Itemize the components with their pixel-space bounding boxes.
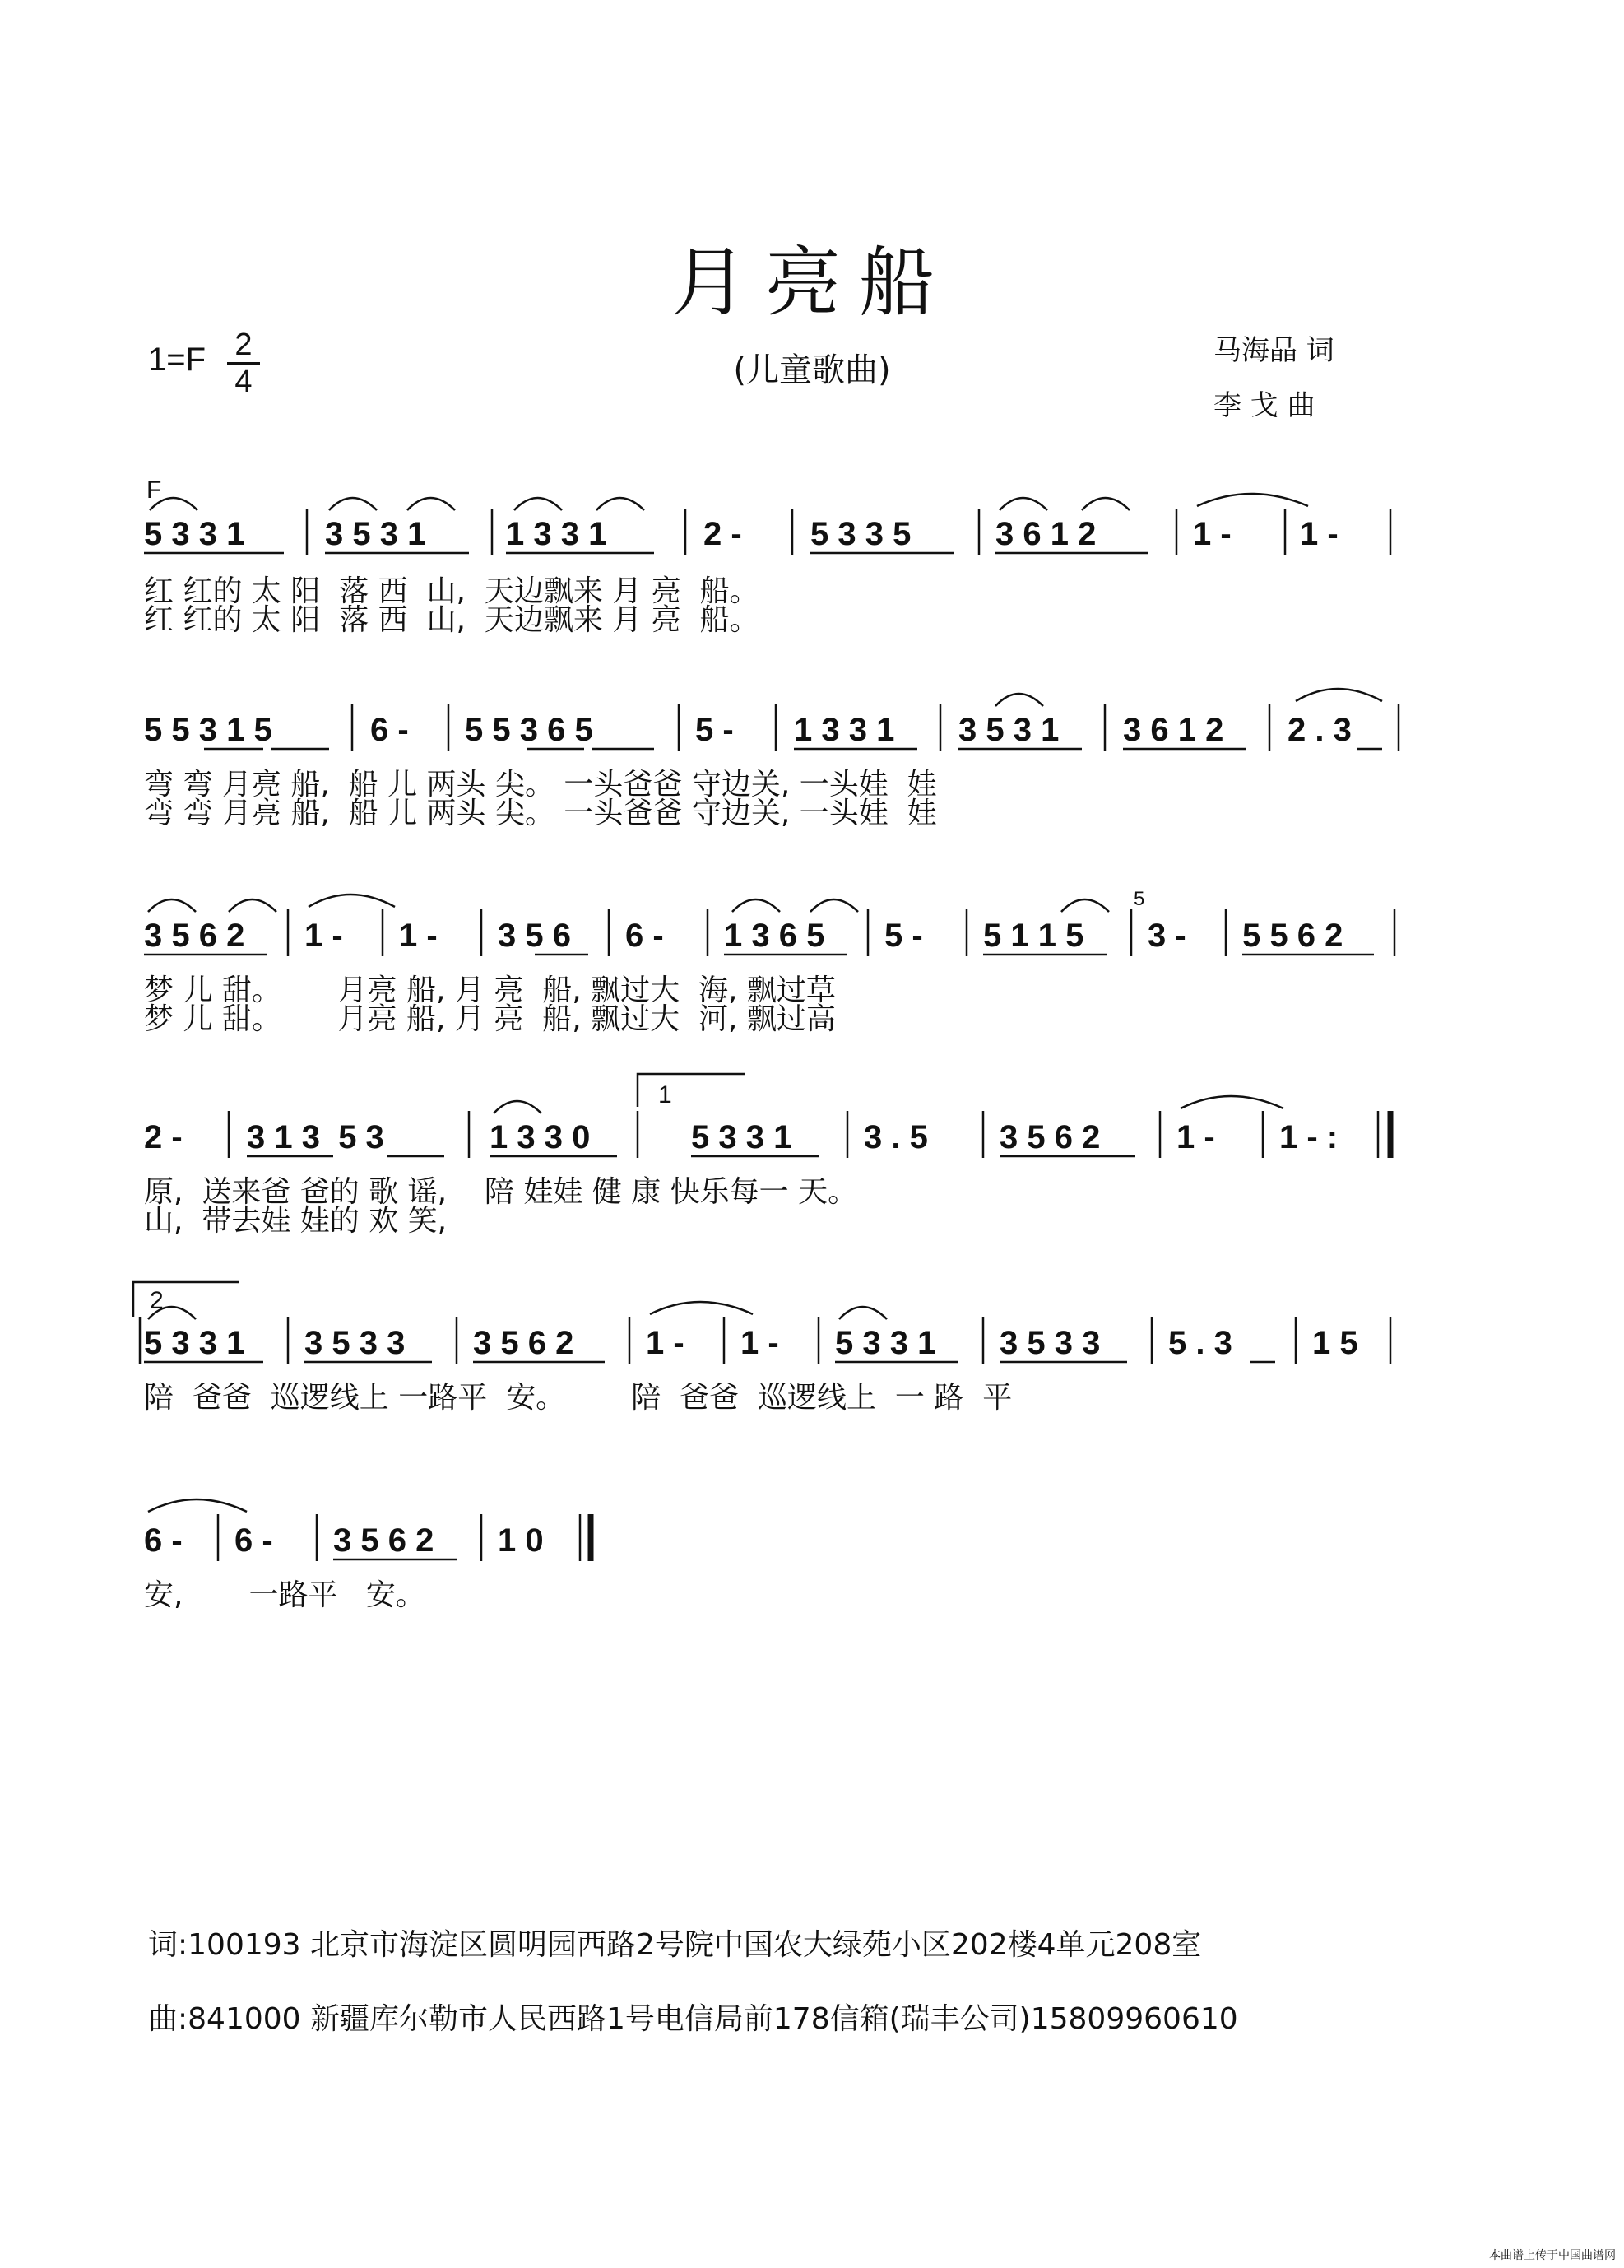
lyric-line-1: 梦 儿 甜。 月亮 船, 月 亮 船, 飘过大 海, 飘过草 (144, 974, 836, 1007)
measure-2: 6 - (234, 1522, 273, 1559)
lyric-line-2: 红 红的 太 阳 落 西 山, 天边飘来 月 亮 船。 (144, 603, 759, 637)
measure-1: 6 - (144, 1522, 183, 1559)
chord-symbol: F (146, 476, 162, 504)
measure-3: 1 3 3 1 (506, 516, 607, 552)
measure-3: 1 - (399, 918, 438, 954)
measure-1: 5 3 3 1 (144, 1325, 245, 1361)
lyric-line-1: 安, 一路平 安。 (144, 1578, 425, 1612)
measure-10: 5 5 6 2 (1242, 918, 1343, 954)
measure-7: 3 5 3 3 (1000, 1325, 1101, 1361)
slurs (494, 1096, 1283, 1113)
measure-6: 3 5 3 1 (958, 712, 1060, 748)
slurs (148, 1302, 887, 1319)
measure-notes (144, 918, 1343, 954)
measure-notes (144, 516, 1339, 552)
lyric-line-2: 弯 弯 月亮 船, 船 儿 两头 尖。 一头爸爸 守边关, 一头娃 娃 (144, 797, 937, 830)
composer-address: 曲:841000 新疆库尔勒市人民西路1号电信局前178信箱(瑞丰公司)15809960610 (148, 2002, 1238, 2036)
volta-1-label: 1 (658, 1081, 672, 1108)
measure-3: 1 3 3 0 (490, 1119, 591, 1155)
slurs (995, 689, 1382, 706)
measure-2: 3 5 3 3 (304, 1325, 406, 1361)
measure-2: 6 - (370, 712, 409, 748)
measure-2: 1 - (304, 918, 343, 954)
measure-9: 3 - (1148, 918, 1186, 954)
measure-1: 5 5 3 1 5 (144, 712, 272, 748)
measure-4: 1 - (646, 1325, 684, 1361)
lyric-line-1: 陪 爸爸 巡逻线上 一路平 安。 陪 爸爸 巡逻线上 一 路 平 (144, 1381, 1013, 1415)
measure-1: 2 - (144, 1119, 183, 1155)
slurs (148, 1499, 247, 1512)
meter-top: 2 (234, 328, 253, 362)
measure-8: 5 1 1 5 (983, 918, 1084, 954)
meter-bottom: 4 (234, 365, 253, 399)
measure-7: 1 - (1193, 516, 1232, 552)
measure-2: 3 5 3 1 (325, 516, 426, 552)
measure-7: 1 - (1176, 1119, 1215, 1155)
measure-notes (144, 1119, 1338, 1155)
system-3 (144, 888, 1394, 1036)
system-4 (144, 1074, 1390, 1238)
upload-note: 本曲谱上传于中国曲谱网 (1489, 2249, 1616, 2262)
measure-6: 1 3 6 5 (724, 918, 825, 954)
lyricist-address: 词:100193 北京市海淀区圆明园西路2号院中国农大绿苑小区202楼4单元208室 (148, 1928, 1202, 1962)
measure-7: 3 6 1 2 (1123, 712, 1224, 748)
measure-6: 3 6 1 2 (995, 516, 1097, 552)
measure-1: 5 3 3 1 (144, 516, 245, 552)
measure-8: 1 - (1300, 516, 1339, 552)
slurs (150, 494, 1308, 510)
measure-notes (144, 1325, 1358, 1361)
measure-6: 5 3 3 1 (835, 1325, 936, 1361)
lyric-line-2: 梦 儿 甜。 月亮 船, 月 亮 船, 飘过大 河, 飘过高 (144, 1002, 836, 1036)
measure-8: 1 - : (1279, 1119, 1339, 1155)
measure-8: 2 . 3 (1288, 712, 1352, 748)
lyric-line-1: 红 红的 太 阳 落 西 山, 天边飘来 月 亮 船。 (144, 574, 759, 608)
song-title: 月亮船 (670, 239, 953, 327)
measure-4: 3 5 6 (498, 918, 571, 954)
song-subtitle: (儿童歌曲) (733, 351, 891, 389)
measure-4: 2 - (703, 516, 742, 552)
measure-4: 5 - (695, 712, 734, 748)
volta-bracket-1 (638, 1074, 745, 1107)
barlines (288, 909, 1394, 956)
measure-3: 3 5 6 2 (333, 1522, 434, 1559)
measure-2: 3 1 3 5 3 (247, 1119, 384, 1155)
measure-5: 3 . 5 (864, 1119, 928, 1155)
measure-7: 5 - (884, 918, 923, 954)
system-2 (144, 689, 1399, 830)
system-6 (144, 1499, 591, 1612)
measure-notes (144, 712, 1352, 748)
measure-5: 1 3 3 1 (794, 712, 895, 748)
measure-5: 5 3 3 5 (810, 516, 912, 552)
lyric-line-1: 原, 送来爸 爸的 歌 谣, 陪 娃娃 健 康 快乐每一 天。 (144, 1175, 858, 1209)
measure-5: 1 - (740, 1325, 779, 1361)
barlines (229, 1111, 1390, 1158)
composer-credit: 李 戈 曲 (1213, 389, 1315, 422)
measure-3: 5 5 3 6 5 (465, 712, 593, 748)
measure-notes (144, 1522, 544, 1559)
key-signature: 1=F (148, 342, 206, 378)
measure-3: 3 5 6 2 (473, 1325, 574, 1361)
grace-note: 5 (1134, 888, 1145, 910)
measure-6: 3 5 6 2 (1000, 1119, 1101, 1155)
system-5 (133, 1282, 1390, 1415)
lyricist-credit: 马海晶 词 (1213, 334, 1334, 367)
slurs (148, 895, 1109, 912)
measure-5: 6 - (625, 918, 664, 954)
measure-8: 5 . 3 (1168, 1325, 1232, 1361)
measure-4: 1 0 (498, 1522, 544, 1559)
measure-9: 1 5 (1312, 1325, 1358, 1361)
measure-4: 5 3 3 1 (691, 1119, 792, 1155)
measure-1: 3 5 6 2 (144, 918, 245, 954)
lyric-line-1: 弯 弯 月亮 船, 船 儿 两头 尖。 一头爸爸 守边关, 一头娃 娃 (144, 768, 937, 802)
lyric-line-2: 山, 带去娃 娃的 欢 笑, (144, 1204, 448, 1238)
system-1 (144, 494, 1390, 637)
volta-2-label: 2 (150, 1287, 164, 1314)
